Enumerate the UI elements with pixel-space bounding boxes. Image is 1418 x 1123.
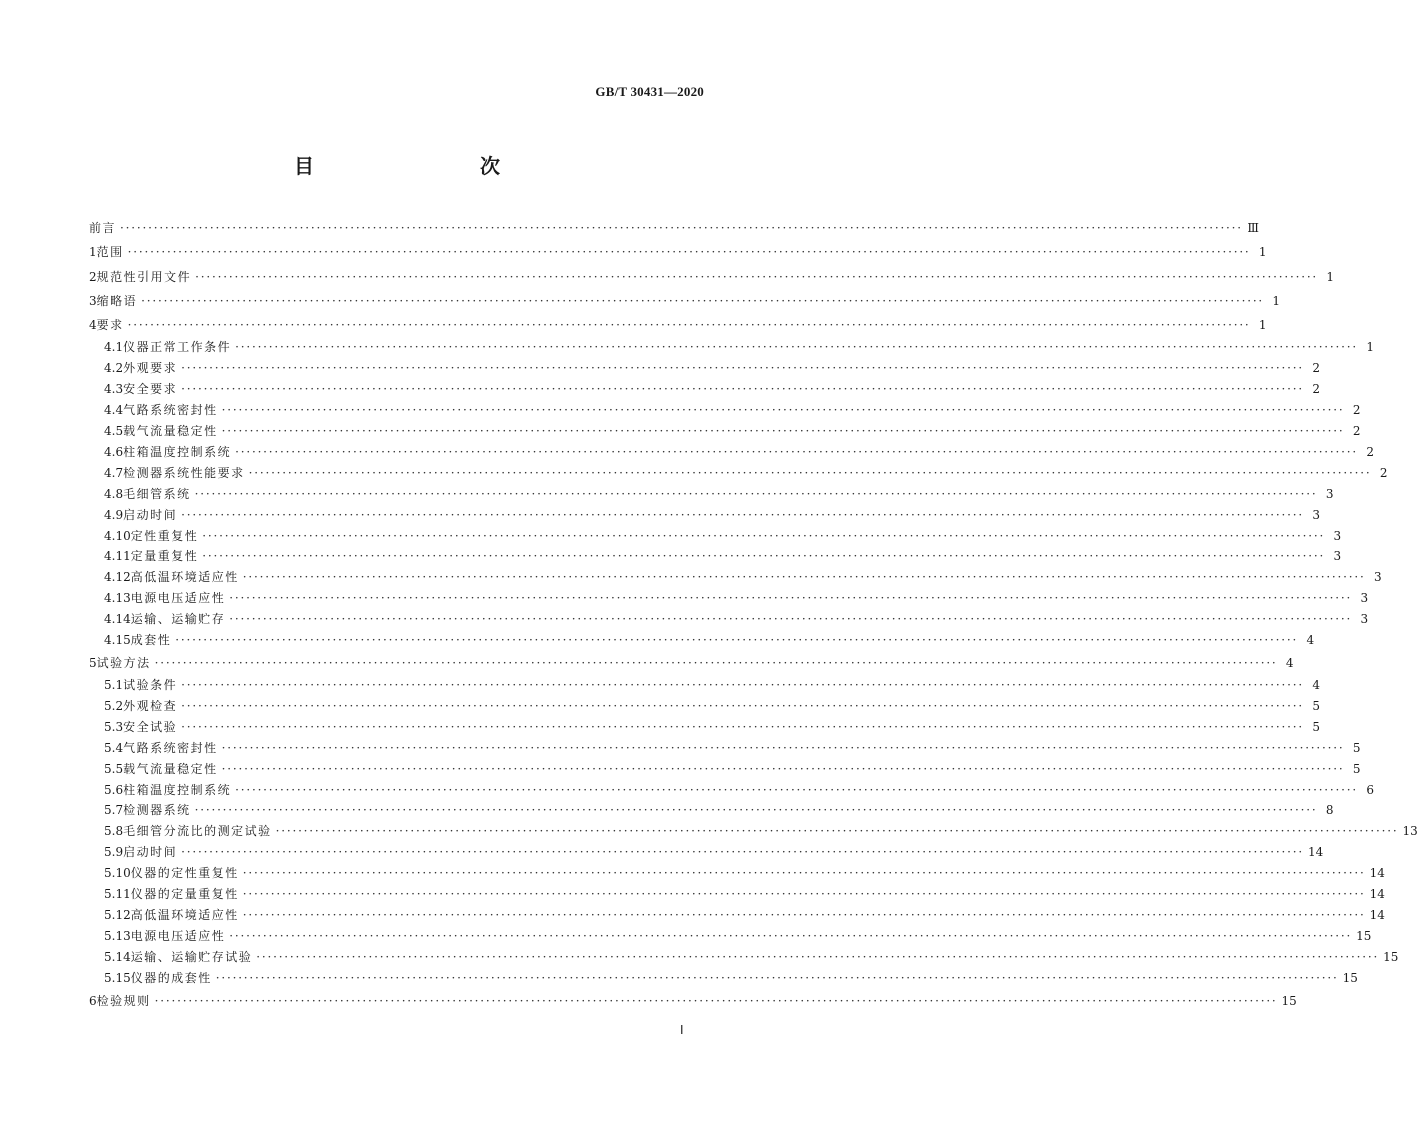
- toc-entry-page: 3: [1373, 570, 1382, 585]
- toc-entry-number: 5: [89, 655, 97, 670]
- toc-entry-page: 15: [1342, 970, 1358, 985]
- toc-entry-title: 定量重复性: [130, 549, 199, 564]
- toc-dot-leader: ········································································································································································································: [181, 678, 1304, 693]
- toc-entry[interactable]: [89, 675, 1320, 696]
- toc-entry-page: 5: [1312, 719, 1320, 734]
- toc-entry-title: 范围: [96, 245, 124, 260]
- toc-entry-title: 外观检查: [123, 699, 178, 714]
- toc-entry-number: 4: [89, 318, 97, 333]
- toc-entry-title: 仪器的定性重复性: [130, 866, 239, 881]
- toc-entry-page: 14: [1369, 866, 1385, 881]
- toc-dot-leader: ········································································································································································································: [127, 318, 1251, 333]
- toc-entry-page: 3: [1333, 549, 1342, 564]
- toc-dot-leader: ········································································································································································································: [195, 269, 1319, 284]
- toc-entry-number: 5.13: [104, 928, 131, 943]
- toc-entry-number: 5.6: [104, 782, 124, 797]
- toc-dot-leader: ········································································································································································································: [248, 465, 1372, 480]
- toc-entry[interactable]: [89, 926, 1372, 947]
- toc-entry-number: 4.14: [104, 612, 131, 627]
- toc-entry-title: 柱箱温度控制系统: [123, 444, 232, 459]
- toc-entry-title: 柱箱温度控制系统: [123, 782, 232, 797]
- toc-entry-title: 规范性引用文件: [96, 269, 192, 284]
- toc-entry-title: 运输、运输贮存: [130, 612, 226, 627]
- toc-entry[interactable]: [89, 313, 1267, 337]
- page-folio: Ⅰ: [680, 1023, 684, 1037]
- toc-dot-leader: ········································································································································································································: [181, 507, 1304, 522]
- toc-dot-leader: ········································································································································································································: [242, 866, 1366, 881]
- toc-entry[interactable]: [89, 526, 1342, 547]
- toc-entry-number: 4.9: [104, 507, 124, 522]
- toc-dot-leader: ········································································································································································································: [229, 928, 1353, 943]
- toc-entry-number: 4.1: [104, 340, 124, 355]
- toc-entry-page: 6: [1366, 782, 1374, 797]
- toc-entry-title: 仪器的成套性: [130, 970, 212, 985]
- toc-entry-title: 电源电压适应性: [130, 928, 226, 943]
- toc-entry[interactable]: [89, 400, 1361, 421]
- toc-entry-title: 高低温环境适应性: [130, 570, 239, 585]
- toc-entry-number: 6: [89, 993, 97, 1008]
- toc-entry[interactable]: [89, 379, 1320, 400]
- toc-entry-number: 5.9: [104, 845, 124, 860]
- toc-entry-title: 毛细管系统: [123, 486, 191, 501]
- toc-entry-number: 5.7: [104, 803, 124, 818]
- toc-entry-title: 外观要求: [123, 361, 178, 376]
- toc-entry-page: 14: [1369, 887, 1385, 902]
- toc-dot-leader: ········································································································································································································: [120, 221, 1243, 235]
- toc-dot-leader: ········································································································································································································: [221, 761, 1345, 776]
- toc-entry[interactable]: [89, 989, 1297, 1013]
- toc-entry[interactable]: [89, 588, 1369, 609]
- toc-entry-title: 安全试验: [123, 719, 178, 734]
- toc-entry-page: 4: [1312, 678, 1320, 693]
- toc-entry-number: 5.12: [104, 907, 131, 922]
- toc-entry-number: 4.15: [104, 632, 131, 647]
- toc-dot-leader: ········································································································································································································: [221, 424, 1345, 439]
- toc-entry-number: 5.5: [104, 761, 124, 776]
- toc-entry-title: 检测器系统: [123, 803, 191, 818]
- toc-entry-page: 1: [1258, 318, 1267, 333]
- toc-entry-title: 毛细管分流比的测定试验: [123, 824, 272, 839]
- toc-dot-leader: ········································································································································································································: [275, 824, 1399, 839]
- toc-entry-number: 4.10: [104, 528, 131, 543]
- toc-entry-number: 2: [89, 269, 97, 284]
- toc-dot-leader: ········································································································································································································: [202, 528, 1326, 543]
- toc-dot-leader: ········································································································································································································: [242, 907, 1366, 922]
- toc-dot-leader: ········································································································································································································: [127, 245, 1251, 260]
- toc-entry-title: 缩略语: [96, 293, 138, 308]
- toc-entry-title: 仪器的定量重复性: [130, 887, 239, 902]
- toc-entry-page: 8: [1325, 803, 1334, 818]
- toc-dot-leader: ········································································································································································································: [181, 699, 1304, 714]
- toc-dot-leader: ········································································································································································································: [154, 993, 1278, 1008]
- toc-entry[interactable]: [89, 505, 1320, 526]
- toc-entry[interactable]: [89, 240, 1267, 264]
- toc-entry-title: 仪器正常工作条件: [123, 340, 232, 355]
- toc-entry-number: 4.13: [104, 591, 131, 606]
- toc-entry[interactable]: [89, 442, 1374, 463]
- toc-entry-page: 2: [1312, 361, 1320, 376]
- toc-dot-leader: ········································································································································································································: [235, 782, 1358, 797]
- toc-entry-title: 定性重复性: [130, 528, 199, 543]
- toc-entry-page: 5: [1352, 740, 1361, 755]
- toc-entry-title: 试验方法: [96, 655, 151, 670]
- toc-entry[interactable]: [89, 216, 1259, 240]
- toc-entry-page: 1: [1326, 269, 1335, 284]
- toc-dot-leader: ········································································································································································································: [141, 293, 1265, 308]
- toc-entry-page: 3: [1312, 507, 1320, 522]
- toc-entry-page: 3: [1325, 486, 1334, 501]
- toc-entry-page: Ⅲ: [1247, 221, 1259, 235]
- toc-dot-leader: ········································································································································································································: [194, 486, 1318, 501]
- toc-entry[interactable]: [89, 800, 1334, 821]
- toc-entry-page: 5: [1312, 699, 1320, 714]
- toc-entry-page: 1: [1258, 245, 1267, 260]
- toc-entry[interactable]: [89, 780, 1374, 801]
- toc-dot-leader: ········································································································································································································: [235, 340, 1358, 355]
- toc-entry-page: 14: [1369, 907, 1385, 922]
- toc-entry-page: 15: [1281, 993, 1297, 1008]
- toc-entry-number: 5.11: [104, 887, 131, 902]
- toc-entry-page: 2: [1312, 382, 1320, 397]
- toc-entry[interactable]: [89, 546, 1342, 567]
- toc-entry-page: 5: [1352, 761, 1361, 776]
- toc-entry-number: 5.2: [104, 699, 124, 714]
- toc-entry-page: 15: [1383, 949, 1399, 964]
- toc-entry-title: 气路系统密封性: [123, 740, 218, 755]
- toc-entry[interactable]: [89, 947, 1399, 968]
- toc-entry[interactable]: [89, 421, 1361, 442]
- toc-entry-number: 4.2: [104, 361, 124, 376]
- toc-entry[interactable]: [89, 265, 1335, 289]
- toc-entry-title: 启动时间: [123, 507, 178, 522]
- toc-entry-title: 检测器系统性能要求: [123, 465, 245, 480]
- toc-entry-number: 5.15: [104, 970, 131, 985]
- toc-dot-leader: ········································································································································································································: [235, 444, 1358, 459]
- toc-dot-leader: ········································································································································································································: [175, 632, 1299, 647]
- toc-dot-leader: ········································································································································································································: [242, 570, 1366, 585]
- toc-entry[interactable]: [89, 289, 1281, 313]
- toc-entry[interactable]: [89, 968, 1358, 989]
- toc-entry-page: 3: [1333, 528, 1342, 543]
- toc-entry[interactable]: [89, 358, 1320, 379]
- toc-dot-leader: ········································································································································································································: [242, 887, 1366, 902]
- toc-entry-title: 电源电压适应性: [130, 591, 226, 606]
- toc-entry-number: 4.5: [104, 424, 124, 439]
- toc-dot-leader: ········································································································································································································: [202, 549, 1326, 564]
- toc-entry-page: 2: [1379, 465, 1388, 480]
- toc-entry-title: 试验条件: [123, 678, 178, 693]
- toc-entry-title: 要求: [96, 318, 124, 333]
- toc-entry[interactable]: [89, 463, 1388, 484]
- toc-entry-title: 检验规则: [96, 993, 151, 1008]
- toc-entry-title: 前言: [89, 221, 117, 235]
- toc-dot-leader: ········································································································································································································: [181, 845, 1304, 860]
- page-title: 目 次: [294, 154, 542, 178]
- toc-entry[interactable]: [89, 567, 1382, 588]
- toc-entry-number: 4.11: [104, 549, 131, 564]
- standard-code: GB/T 30431—2020: [595, 84, 704, 99]
- toc-entry-page: 3: [1360, 612, 1369, 627]
- toc-entry[interactable]: [89, 884, 1385, 905]
- toc-entry-page: 4: [1306, 632, 1315, 647]
- toc-dot-leader: ········································································································································································································: [229, 612, 1353, 627]
- toc-entry-page: 4: [1285, 655, 1294, 670]
- toc-entry-number: 5.1: [104, 678, 124, 693]
- table-of-contents: [89, 216, 1418, 1013]
- toc-entry[interactable]: [89, 842, 1324, 863]
- toc-dot-leader: ········································································································································································································: [221, 740, 1345, 755]
- toc-entry-number: 4.12: [104, 570, 131, 585]
- toc-entry-page: 14: [1308, 845, 1324, 860]
- toc-entry-page: 2: [1366, 444, 1374, 459]
- toc-entry-page: 3: [1360, 591, 1369, 606]
- toc-dot-leader: ········································································································································································································: [181, 382, 1304, 397]
- toc-entry-number: 5.10: [104, 866, 131, 881]
- toc-dot-leader: ········································································································································································································: [181, 361, 1304, 376]
- toc-entry-page: 13: [1402, 824, 1418, 839]
- toc-entry-number: 4.3: [104, 382, 124, 397]
- toc-entry-page: 1: [1272, 293, 1281, 308]
- toc-dot-leader: ········································································································································································································: [154, 655, 1278, 670]
- toc-entry-number: 1: [89, 245, 97, 260]
- toc-entry[interactable]: [89, 630, 1315, 651]
- toc-dot-leader: ········································································································································································································: [194, 803, 1318, 818]
- toc-dot-leader: ········································································································································································································: [215, 970, 1339, 985]
- toc-dot-leader: ········································································································································································································: [256, 949, 1380, 964]
- toc-entry[interactable]: [89, 738, 1361, 759]
- toc-entry-number: 4.4: [104, 403, 124, 418]
- toc-entry-number: 3: [89, 293, 97, 308]
- toc-entry[interactable]: [89, 609, 1369, 630]
- toc-entry-title: 气路系统密封性: [123, 403, 218, 418]
- toc-entry-number: 5.3: [104, 719, 124, 734]
- toc-entry-number: 4.7: [104, 465, 124, 480]
- toc-dot-leader: ········································································································································································································: [229, 591, 1353, 606]
- toc-entry-title: 启动时间: [123, 845, 178, 860]
- toc-entry-page: 15: [1356, 928, 1372, 943]
- toc-dot-leader: ········································································································································································································: [181, 719, 1304, 734]
- toc-entry-number: 4.8: [104, 486, 124, 501]
- toc-entry-page: 1: [1366, 340, 1374, 355]
- toc-entry-page: 2: [1352, 424, 1361, 439]
- toc-entry-number: 5.8: [104, 824, 124, 839]
- toc-entry-title: 载气流量稳定性: [123, 761, 218, 776]
- toc-entry[interactable]: [89, 821, 1418, 842]
- toc-entry-page: 2: [1352, 403, 1361, 418]
- toc-entry[interactable]: [89, 337, 1374, 358]
- toc-entry-title: 安全要求: [123, 382, 178, 397]
- toc-entry-title: 载气流量稳定性: [123, 424, 218, 439]
- toc-dot-leader: ········································································································································································································: [221, 403, 1345, 418]
- toc-entry[interactable]: [89, 484, 1334, 505]
- toc-entry-title: 高低温环境适应性: [130, 907, 239, 922]
- toc-entry[interactable]: [89, 863, 1385, 884]
- toc-entry[interactable]: [89, 905, 1385, 926]
- toc-entry-title: 成套性: [130, 632, 172, 647]
- toc-entry[interactable]: [89, 651, 1294, 675]
- toc-entry-number: 5.4: [104, 740, 124, 755]
- toc-entry-number: 4.6: [104, 444, 124, 459]
- toc-entry-title: 运输、运输贮存试验: [130, 949, 253, 964]
- toc-entry-number: 5.14: [104, 949, 131, 964]
- toc-entry[interactable]: [89, 717, 1320, 738]
- toc-entry[interactable]: [89, 759, 1361, 780]
- toc-entry[interactable]: [89, 696, 1320, 717]
